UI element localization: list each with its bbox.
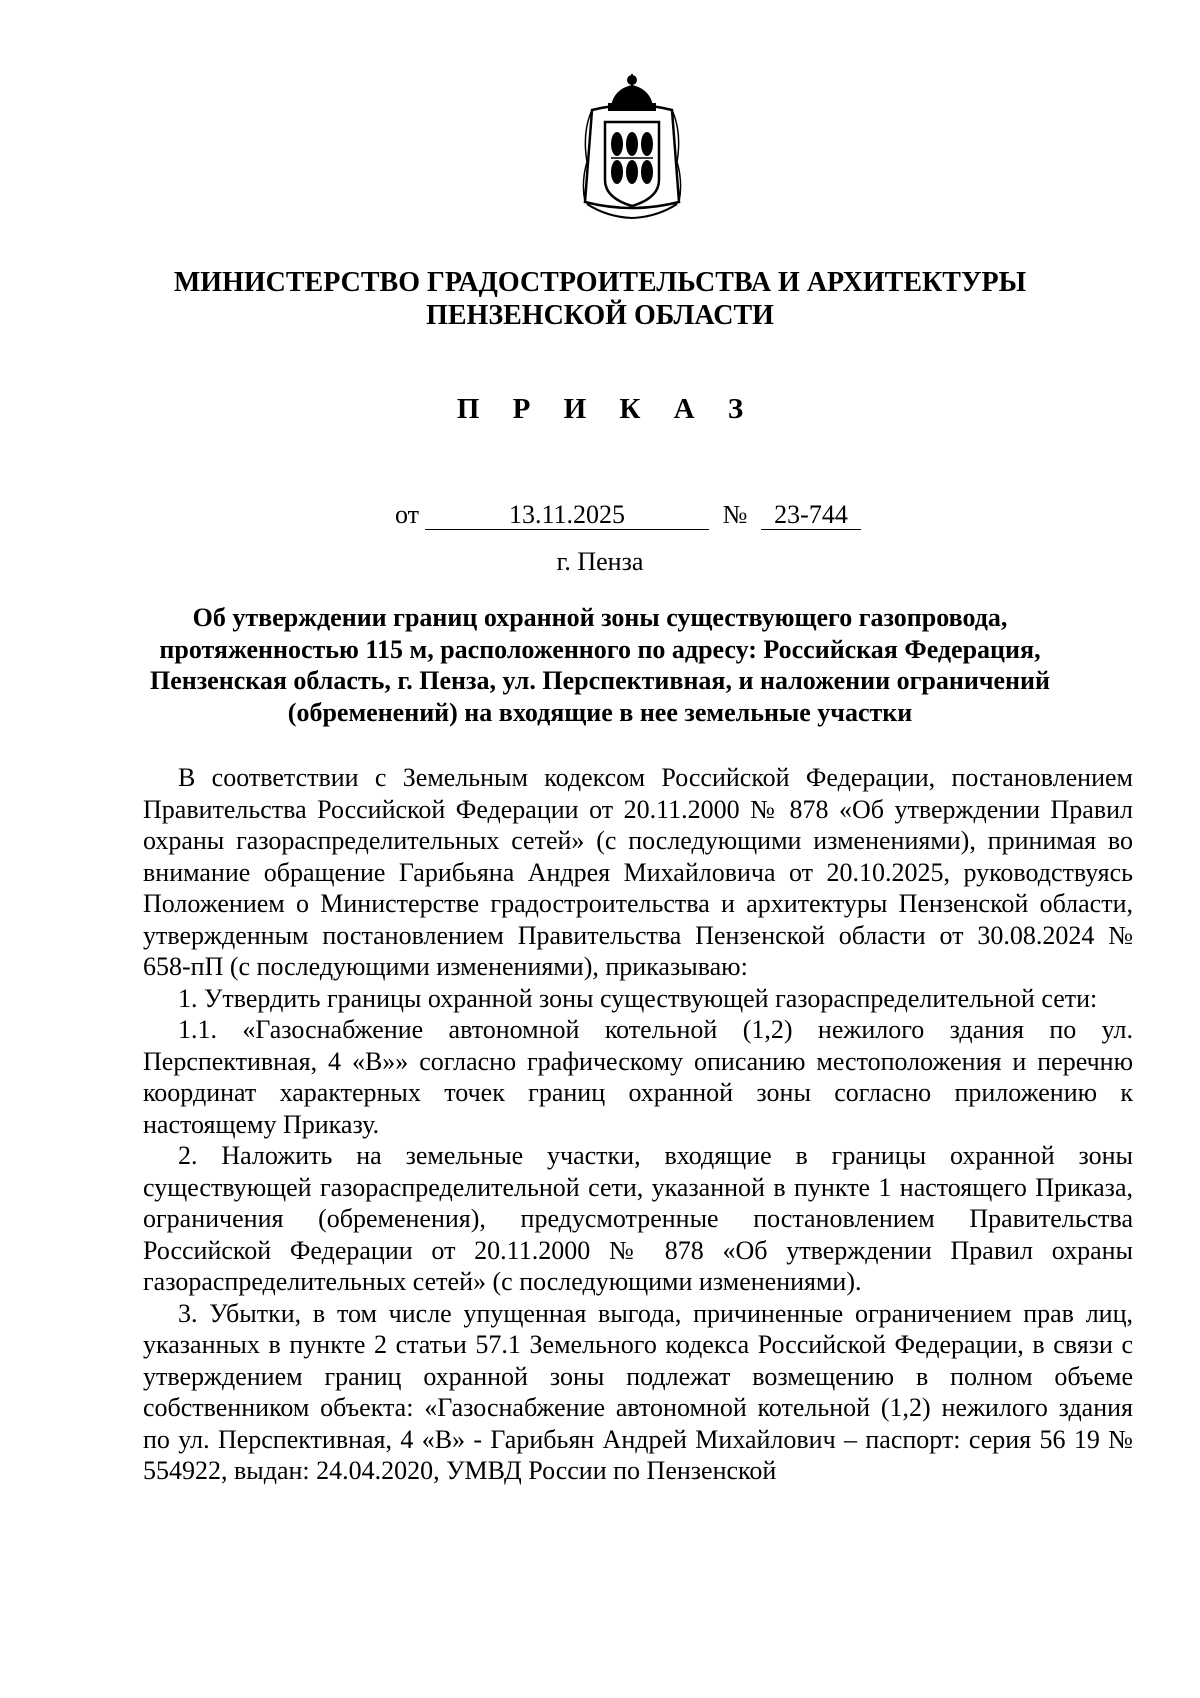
subject-line-2: протяженностью 115 м, расположенного по адресу: Российская Федерация,: [159, 634, 1041, 664]
preamble-paragraph: В соответствии с Земельным кодексом Российской Федерации, постановлением Правительства Российской Федерации от 20.11.2000 № 878 «Об утверждении Правил охраны газораспределительных сетей» (с последующими изменениями), принимая во внимание обращение Гарибьяна Андрея Михайловича от 20.10.2025, руководствуясь Положением о Министерстве градостроительства и архитектуры Пензенской области, утвержденным постановлением Правительства Пензенской области от 30.08.2024 № 658-пП (с последующими изменениями), приказываю:: [143, 763, 1133, 981]
clause-1-paragraph: 1. Утвердить границы охранной зоны существующей газораспределительной сети:: [178, 983, 1098, 1013]
ministry-line-1: МИНИСТЕРСТВО ГРАДОСТРОИТЕЛЬСТВА И АРХИТЕКТУРЫ: [173, 267, 1027, 298]
clause-1-1-paragraph: 1.1. «Газоснабжение автономной котельной (1,2) нежилого здания по ул. Перспективная, 4 «В»» согласно графическому описанию местоположения и перечню координат характерных точек границ охранной зоны согласно приложению к настоящему Приказу.: [143, 1015, 1133, 1139]
order-subject: [110, 602, 1090, 728]
date-prefix: от: [395, 500, 420, 529]
order-date-number-line: [395, 500, 861, 536]
coat-of-arms-emblem: [567, 72, 697, 222]
order-number: 23-744: [761, 501, 861, 530]
order-date: 13.11.2025: [425, 501, 709, 530]
subject-line-4: (обременений) на входящие в нее земельные участки: [287, 697, 913, 727]
subject-line-3: Пензенская область, г. Пенза, ул. Перспективная, и наложении ограничений: [149, 666, 1050, 695]
ministry-name: [100, 266, 1100, 332]
order-city: г. Пенза: [556, 547, 644, 576]
ministry-line-2: ПЕНЗЕНСКОЙ ОБЛАСТИ: [426, 300, 774, 331]
subject-line-1: Об утверждении границ охранной зоны существующего газопровода,: [192, 603, 1008, 632]
clause-2-paragraph: 2. Наложить на земельные участки, входящие в границы охранной зоны существующей газораспределительной сети, указанной в пункте 1 настоящего Приказа, ограничения (обременения), предусмотренные постановлением Правительства Российской Федерации от 20.11.2000 № 878 «Об утверждении Правил охраны газораспределительных сетей» (с последующими изменениями).: [143, 1141, 1133, 1296]
clause-3-paragraph: 3. Убытки, в том числе упущенная выгода, причиненные ограничением прав лиц, указанных в пункте 2 статьи 57.1 Земельного кодекса Российской Федерации, в связи с утверждением границ охранной зоны подлежат возмещению в полном объеме собственником объекта: «Газоснабжение автономной котельной (1,2) нежилого здания по ул. Перспективная, 4 «В» - Гарибьян Андрей Михайлович – паспорт: серия 56 19 № 554922, выдан: 24.04.2020, УМВД России по Пензенской: [143, 1298, 1133, 1485]
document-type-title: П Р И К А З: [456, 393, 757, 425]
order-body: [143, 762, 1133, 1487]
number-prefix: №: [722, 500, 748, 529]
